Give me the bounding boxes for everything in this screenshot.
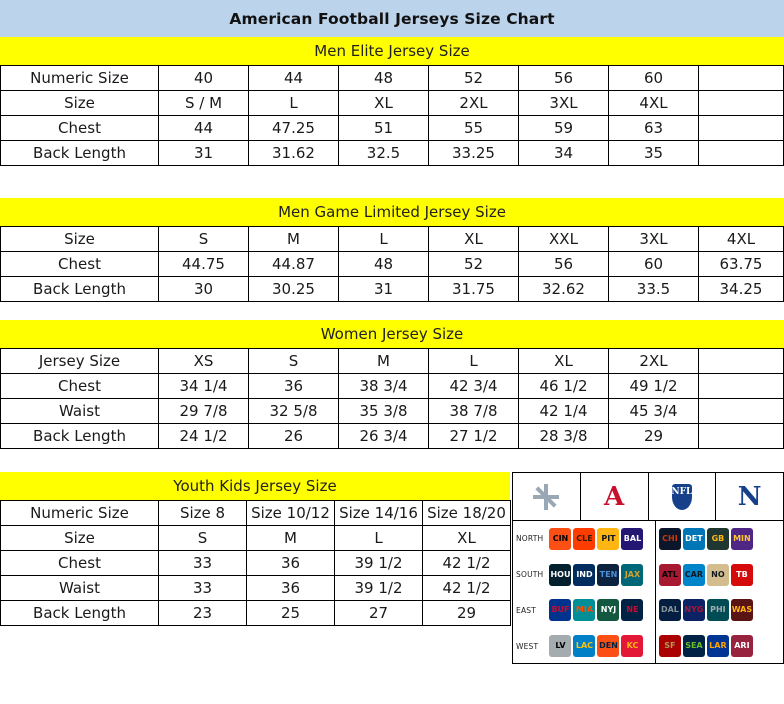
division-label: NORTH: [516, 534, 544, 544]
cell: 56: [519, 66, 609, 91]
cell: XS: [159, 349, 249, 374]
table-row: [1, 601, 511, 626]
table-row: [1, 424, 784, 449]
row-label: Chest: [1, 551, 159, 576]
team-logo-icon: MIN: [731, 528, 753, 550]
cell: 42 1/2: [423, 551, 511, 576]
afc-logo-icon: A: [604, 481, 625, 512]
team-logo-icon: LV: [549, 635, 571, 657]
team-logo-icon: CIN: [549, 528, 571, 550]
cell: 36: [247, 576, 335, 601]
cell: 4XL: [609, 91, 699, 116]
cell: Size 18/20: [423, 501, 511, 526]
afc-team-group: [549, 521, 655, 557]
cell: 29: [423, 601, 511, 626]
cell: 23: [159, 601, 247, 626]
cell: XL: [519, 349, 609, 374]
team-logo-icon: NYG: [683, 599, 705, 621]
cell: 35: [609, 141, 699, 166]
table-row: [1, 576, 511, 601]
nfl-logo-cell: [649, 473, 717, 520]
cell: S: [159, 227, 249, 252]
cell: 32 5/8: [249, 399, 339, 424]
cell: 56: [519, 252, 609, 277]
cell: 48: [339, 252, 429, 277]
afc-logo-cell: [581, 473, 649, 520]
cell: S / M: [159, 91, 249, 116]
nfc-team-group: [656, 628, 783, 664]
division-row: [513, 628, 783, 664]
team-logo-icon: DET: [683, 528, 705, 550]
table-row: [1, 551, 511, 576]
team-logo-icon: MIA: [573, 599, 595, 621]
cell-empty: [699, 399, 784, 424]
row-label: Numeric Size: [1, 66, 159, 91]
cell: 39 1/2: [335, 576, 423, 601]
row-label: Size: [1, 227, 159, 252]
cell: 60: [609, 252, 699, 277]
cell: 2XL: [429, 91, 519, 116]
cell: S: [159, 526, 247, 551]
afc-team-group: [549, 557, 655, 593]
team-logo-icon: NO: [707, 564, 729, 586]
cell: Size 14/16: [335, 501, 423, 526]
row-label: Back Length: [1, 424, 159, 449]
cell: 46 1/2: [519, 374, 609, 399]
cell: 63.75: [699, 252, 784, 277]
table-row: [1, 227, 784, 252]
cell: 51: [339, 116, 429, 141]
team-logo-icon: NYJ: [597, 599, 619, 621]
team-logo-icon: GB: [707, 528, 729, 550]
cell: M: [339, 349, 429, 374]
cell: 31.75: [429, 277, 519, 302]
row-label: Jersey Size: [1, 349, 159, 374]
section-title-men-elite: Men Elite Jersey Size: [0, 37, 784, 65]
cell: 3XL: [609, 227, 699, 252]
table-youth-kids: [0, 500, 511, 626]
pro-bowl-star-icon: [533, 484, 559, 510]
cell-empty: [699, 91, 784, 116]
cell: 33.5: [609, 277, 699, 302]
team-logo-icon: TEN: [597, 564, 619, 586]
cell: 4XL: [699, 227, 784, 252]
cell: L: [335, 526, 423, 551]
nfc-logo-icon: N: [737, 481, 762, 512]
cell: 44.75: [159, 252, 249, 277]
cell: 44.87: [249, 252, 339, 277]
nfc-logo-cell: [716, 473, 783, 520]
row-label: Chest: [1, 116, 159, 141]
cell: Size 8: [159, 501, 247, 526]
team-logo-icon: CLE: [573, 528, 595, 550]
cell: 60: [609, 66, 699, 91]
cell-empty: [699, 66, 784, 91]
row-label: Waist: [1, 576, 159, 601]
section-title-youth-kids: Youth Kids Jersey Size: [0, 472, 510, 500]
cell: 40: [159, 66, 249, 91]
cell: 32.5: [339, 141, 429, 166]
cell: 24 1/2: [159, 424, 249, 449]
cell-empty: [699, 374, 784, 399]
row-label: Back Length: [1, 141, 159, 166]
division-label: EAST: [516, 605, 537, 615]
cell: 30: [159, 277, 249, 302]
team-logo-icon: IND: [573, 564, 595, 586]
cell: L: [339, 227, 429, 252]
team-logo-icon: LAR: [707, 635, 729, 657]
team-logo-icon: KC: [621, 635, 643, 657]
row-label: Waist: [1, 399, 159, 424]
page-title: American Football Jerseys Size Chart: [229, 9, 555, 28]
division-label: SOUTH: [516, 570, 544, 580]
cell: 52: [429, 252, 519, 277]
nfc-team-group: [656, 557, 783, 593]
team-logo-icon: WAS: [731, 599, 753, 621]
table-row: [1, 526, 511, 551]
section-men-elite: [0, 37, 784, 166]
cell: 47.25: [249, 116, 339, 141]
cell: 44: [159, 116, 249, 141]
cell-empty: [699, 116, 784, 141]
nfl-shield-icon: NFL: [672, 484, 692, 510]
nfl-team-logos-panel: [512, 472, 784, 664]
afc-team-group: [549, 628, 655, 664]
cell: 52: [429, 66, 519, 91]
cell: 31.62: [249, 141, 339, 166]
table-men-elite: [0, 65, 784, 166]
page-title-bar: [0, 0, 784, 37]
cell: M: [247, 526, 335, 551]
row-label: Chest: [1, 252, 159, 277]
team-logo-icon: TB: [731, 564, 753, 586]
row-label: Size: [1, 91, 159, 116]
cell: XL: [429, 227, 519, 252]
nfc-team-group: [656, 521, 783, 557]
team-logo-icon: ARI: [731, 635, 753, 657]
table-row: [1, 399, 784, 424]
row-label: Back Length: [1, 277, 159, 302]
division-rows: [513, 521, 783, 664]
conference-logos-row: [513, 473, 783, 521]
cell: 36: [247, 551, 335, 576]
cell: 34.25: [699, 277, 784, 302]
cell: 49 1/2: [609, 374, 699, 399]
cell: 27: [335, 601, 423, 626]
cell: 59: [519, 116, 609, 141]
cell: XL: [339, 91, 429, 116]
cell: XXL: [519, 227, 609, 252]
cell: Size 10/12: [247, 501, 335, 526]
table-women: [0, 348, 784, 449]
table-row: [1, 349, 784, 374]
cell: 33.25: [429, 141, 519, 166]
cell: 32.62: [519, 277, 609, 302]
cell: 45 3/4: [609, 399, 699, 424]
division-row: [513, 593, 783, 629]
cell: 25: [247, 601, 335, 626]
cell-empty: [699, 349, 784, 374]
cell: 26: [249, 424, 339, 449]
cell: 29: [609, 424, 699, 449]
cell: 31: [339, 277, 429, 302]
afc-team-group: [549, 593, 655, 629]
section-women: [0, 320, 784, 449]
team-logo-icon: CAR: [683, 564, 705, 586]
cell: 42 1/4: [519, 399, 609, 424]
cell: 55: [429, 116, 519, 141]
table-row: [1, 91, 784, 116]
cell: 33: [159, 576, 247, 601]
cell: 42 3/4: [429, 374, 519, 399]
cell: 34 1/4: [159, 374, 249, 399]
division-label: WEST: [516, 641, 539, 651]
cell: 27 1/2: [429, 424, 519, 449]
team-logo-icon: BAL: [621, 528, 643, 550]
table-row: [1, 374, 784, 399]
team-logo-icon: SF: [659, 635, 681, 657]
table-row: [1, 66, 784, 91]
cell: S: [249, 349, 339, 374]
team-logo-icon: LAC: [573, 635, 595, 657]
cell: 48: [339, 66, 429, 91]
table-men-game-limited: [0, 226, 784, 302]
cell: 30.25: [249, 277, 339, 302]
row-label: Size: [1, 526, 159, 551]
team-logo-icon: PHI: [707, 599, 729, 621]
section-youth-kids: [0, 472, 511, 626]
cell: 31: [159, 141, 249, 166]
section-title-men-game-limited: Men Game Limited Jersey Size: [0, 198, 784, 226]
cell: 44: [249, 66, 339, 91]
cell: 38 3/4: [339, 374, 429, 399]
cell: 35 3/8: [339, 399, 429, 424]
cell: 33: [159, 551, 247, 576]
cell-empty: [699, 424, 784, 449]
team-logo-icon: BUF: [549, 599, 571, 621]
cell: L: [249, 91, 339, 116]
section-title-women: Women Jersey Size: [0, 320, 784, 348]
cell: 36: [249, 374, 339, 399]
cell: 26 3/4: [339, 424, 429, 449]
cell: 3XL: [519, 91, 609, 116]
team-logo-icon: JAX: [621, 564, 643, 586]
cell: 29 7/8: [159, 399, 249, 424]
team-logo-icon: ATL: [659, 564, 681, 586]
pro-bowl-logo-cell: [513, 473, 581, 520]
table-row: [1, 141, 784, 166]
nfc-team-group: [656, 593, 783, 629]
team-logo-icon: DAL: [659, 599, 681, 621]
row-label: Numeric Size: [1, 501, 159, 526]
table-row: [1, 501, 511, 526]
cell-empty: [699, 141, 784, 166]
section-men-game-limited: [0, 198, 784, 302]
table-row: [1, 277, 784, 302]
cell: 63: [609, 116, 699, 141]
cell: 2XL: [609, 349, 699, 374]
team-logo-icon: NE: [621, 599, 643, 621]
cell: 38 7/8: [429, 399, 519, 424]
team-logo-icon: HOU: [549, 564, 571, 586]
cell: 39 1/2: [335, 551, 423, 576]
team-logo-icon: CHI: [659, 528, 681, 550]
team-logo-icon: DEN: [597, 635, 619, 657]
cell: XL: [423, 526, 511, 551]
cell: 34: [519, 141, 609, 166]
row-label: Chest: [1, 374, 159, 399]
division-row: [513, 521, 783, 557]
team-logo-icon: SEA: [683, 635, 705, 657]
cell: L: [429, 349, 519, 374]
table-row: [1, 116, 784, 141]
division-row: [513, 557, 783, 593]
row-label: Back Length: [1, 601, 159, 626]
team-logo-icon: PIT: [597, 528, 619, 550]
table-row: [1, 252, 784, 277]
cell: 42 1/2: [423, 576, 511, 601]
cell: 28 3/8: [519, 424, 609, 449]
cell: M: [249, 227, 339, 252]
